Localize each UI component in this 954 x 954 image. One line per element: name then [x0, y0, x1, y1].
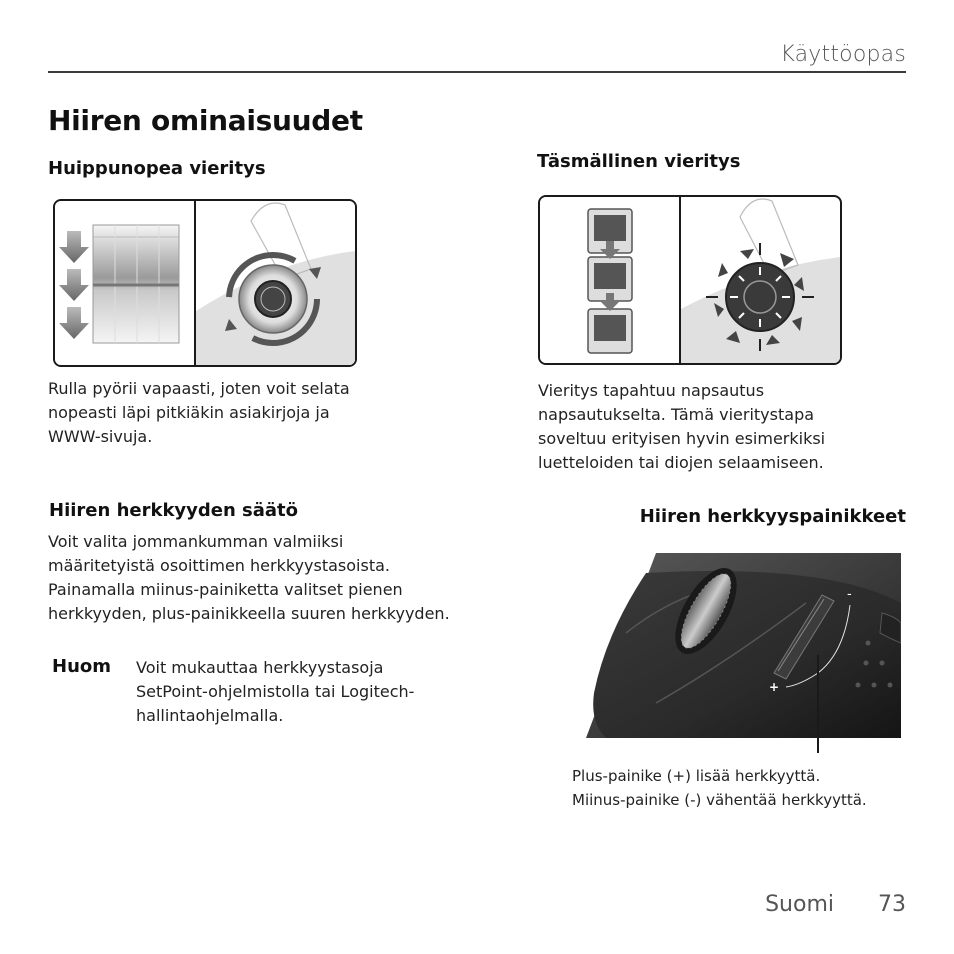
plus-symbol: +: [769, 680, 780, 694]
sensitivity-line: määritetyistä osoittimen herkkyystasoista.: [48, 556, 390, 575]
precise-scroll-heading: Täsmällinen vieritys: [537, 151, 741, 172]
buttons-heading: Hiiren herkkyyspainikkeet: [639, 506, 906, 527]
fast-scroll-figure: [53, 199, 357, 367]
fast-scroll-heading: Huippunopea vieritys: [48, 158, 266, 179]
page-number: 73: [878, 892, 906, 917]
precise-scroll-line: luetteloiden tai diojen selaamiseen.: [538, 453, 824, 472]
fast-scroll-line: nopeasti läpi pitkiäkin asiakirjoja ja: [48, 403, 330, 422]
plus-button-caption: Plus-painike (+) lisää herkkyyttä.: [572, 767, 821, 785]
sensitivity-line: herkkyyden, plus-painikkeella suuren herkkyyden.: [48, 604, 450, 623]
sensitivity-line: Painamalla miinus-painiketta valitset pienen: [48, 580, 403, 599]
precise-scroll-line: Vieritys tapahtuu napsautus: [538, 381, 765, 400]
minus-button-caption: Miinus-painike (-) vähentää herkkyyttä.: [572, 791, 867, 809]
precise-scroll-illustration: [540, 197, 840, 363]
note-text: [136, 656, 414, 728]
precise-scroll-line: napsautukselta. Tämä vieritystapa: [538, 405, 815, 424]
note-line: hallintaohjelmalla.: [136, 706, 284, 725]
precise-scroll-text: [538, 379, 825, 475]
mouse-illustration: [586, 553, 901, 738]
minus-symbol: -: [847, 587, 852, 602]
sensitivity-text: [48, 530, 450, 626]
sensitivity-heading: Hiiren herkkyyden säätö: [49, 500, 299, 521]
fast-scroll-line: WWW-sivuja.: [48, 427, 153, 446]
mouse-photo: [586, 553, 901, 738]
sensitivity-line: Voit valita jommankumman valmiiksi: [48, 532, 344, 551]
stepped-slides-icon: [588, 209, 632, 353]
page-title: Hiiren ominaisuudet: [48, 104, 363, 137]
header-rule: [48, 71, 906, 73]
header-title: Käyttöopas: [780, 42, 906, 67]
fast-scroll-line: Rulla pyörii vapaasti, joten voit selata: [48, 379, 350, 398]
note-label: Huom: [52, 656, 112, 677]
precise-scroll-line: soveltuu erityisen hyvin esimerkiksi: [538, 429, 826, 448]
buttons-caption: [572, 764, 867, 812]
note-line: SetPoint-ohjelmistolla tai Logitech-: [136, 682, 415, 701]
fast-scroll-text: [48, 377, 350, 449]
precise-scroll-figure: [538, 195, 842, 365]
footer-language: Suomi: [765, 892, 834, 917]
document-blur-icon: [93, 225, 179, 343]
fast-scroll-illustration: [55, 201, 355, 365]
note-line: Voit mukauttaa herkkyystasoja: [136, 658, 384, 677]
callout-line: [817, 655, 819, 753]
